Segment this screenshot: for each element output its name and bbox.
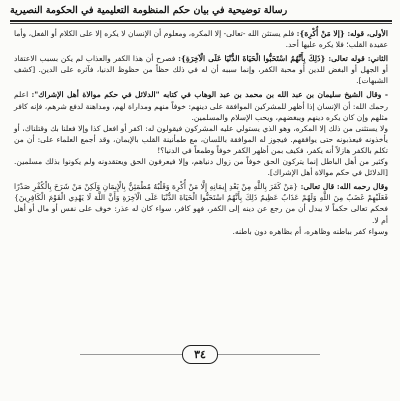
paragraph-5 xyxy=(14,156,388,178)
paragraph-body: فصرح أن هذا الكفر والعذاب لم يكن بسبب الاعتقاد أو الجهل أو البغض للدين أو محبة الكفر، وإنما سببه أن له في ذلك حظاً من حظوظ الدنيا، فآثره على الدين. [كشف الشبهات]. xyxy=(14,54,388,86)
header-divider xyxy=(10,20,392,22)
paragraph-body: وسواء كفر بباطنه وظاهره، أم بظاهره دون باطنه. xyxy=(232,226,388,236)
paragraph-body: اعلم رحمك الله: أن الإنسان إذا أظهر للمشركين الموافقة على دينهم: خوفاً منهم ومداراة لهم، ومداهنة لدفع شرهم، فإنه كافر مثلهم وإن كان يكره دينهم ويبغضهم، ويحب الإسلام والمسلمين. xyxy=(14,90,388,122)
paragraph-7 xyxy=(14,226,388,237)
paragraph-lead: الأولى، قوله: {إلا مَنْ أُكْرِهَ}: xyxy=(296,29,388,38)
page-number: ٣٤ xyxy=(182,345,218,364)
paragraph-body: {مَنْ كَفَرَ بِاللَّهِ مِنْ بَعْدِ إِيمَانِهِ إِلَّا مَنْ أُكْرِهَ وَقَلْبُهُ مُطْمَئِنٌّ بِالْإِيمَانِ وَلَكِنْ مَنْ شَرَحَ بِالْكُفْرِ صَدْرًا فَعَلَيْهِمْ غَضَبٌ مِنَ اللَّهِ وَلَهُمْ عَذَابٌ عَظِيمٌ ذَلِكَ بِأَنَّهُمُ اسْتَحَبُّوا الْحَيَاةَ الدُّنْيَا عَلَى الْآخِرَةِ وَأَنَّ اللَّهَ لَا يَهْدِي الْقَوْمَ الْكَافِرِينَ} فحكم تعالى حكماً لا يبدل أن من رجع عن دينه إلى الكفر، فهو كافر، سواء كان له عذر: خوف على نفس أو مال أو أهل أم لا. xyxy=(14,182,388,225)
paragraph-lead: - وقال الشيخ سليمان بن عبد الله بن محمد بن عبد الوهاب في كتابه "الدلائل في حكم موالاة أهل الإشراك": xyxy=(31,90,388,100)
paragraph-2 xyxy=(14,53,388,86)
paragraph-lead: الثاني: قوله تعالى: {ذَلِكَ بِأَنَّهُمُ اسْتَحَبُّوا الْحَيَاةَ الدُّنْيَا عَلَى الْآخِرَةِ}: xyxy=(178,54,388,64)
header-title: رسالة توضيحية في بيان حكم المنظومة التعليمية في الحكومة النصيرية xyxy=(10,4,288,16)
paragraph-1 xyxy=(14,28,388,50)
paragraph-body: ولا يستثنى من ذلك إلا المكره، وهو الذي يستولي عليه المشركون فيقولون له: اكفر أو افعل كذا وإلا فعلنا بك وقتلناك، أو يأخذونه فيعذبونه حتى يوافقهم. فيجوز له الموافقة باللسان، مع طمأنينة القلب بالإيمان، وقد أجمع العلماء على: أن من تكلم بالكفر هازلاً أنه يكفر، فكيف بمن أظهر الكفر خوفاً وطمعاً في الدنيا؟! xyxy=(14,123,388,155)
main-text xyxy=(14,28,388,237)
paragraph-body: وكثير من أهل الباطل إنما يتركون الحق خوفاً من زوال دنياهم، وإلا فيعرفون الحق ويعتقدونه ولم يكونوا بذلك مسلمين. [الدلائل في حكم موالاة أهل الإشراك]. xyxy=(14,157,388,178)
header-divider-thin xyxy=(10,23,392,24)
page-header xyxy=(10,2,392,18)
paragraph-lead: وقال رحمه الله: قال تعالى: xyxy=(300,182,388,192)
paragraph-6 xyxy=(14,181,388,225)
paragraph-4 xyxy=(14,123,388,156)
paragraph-body: فلم يستثن الله -تعالى- إلا المكره، ومعلوم أن الإنسان لا يكره إلا على الكلام أو الفعل، وأما عقيدة القلب؛ فلا يكره عليها أحد. xyxy=(14,29,388,50)
paragraph-3 xyxy=(14,89,388,122)
